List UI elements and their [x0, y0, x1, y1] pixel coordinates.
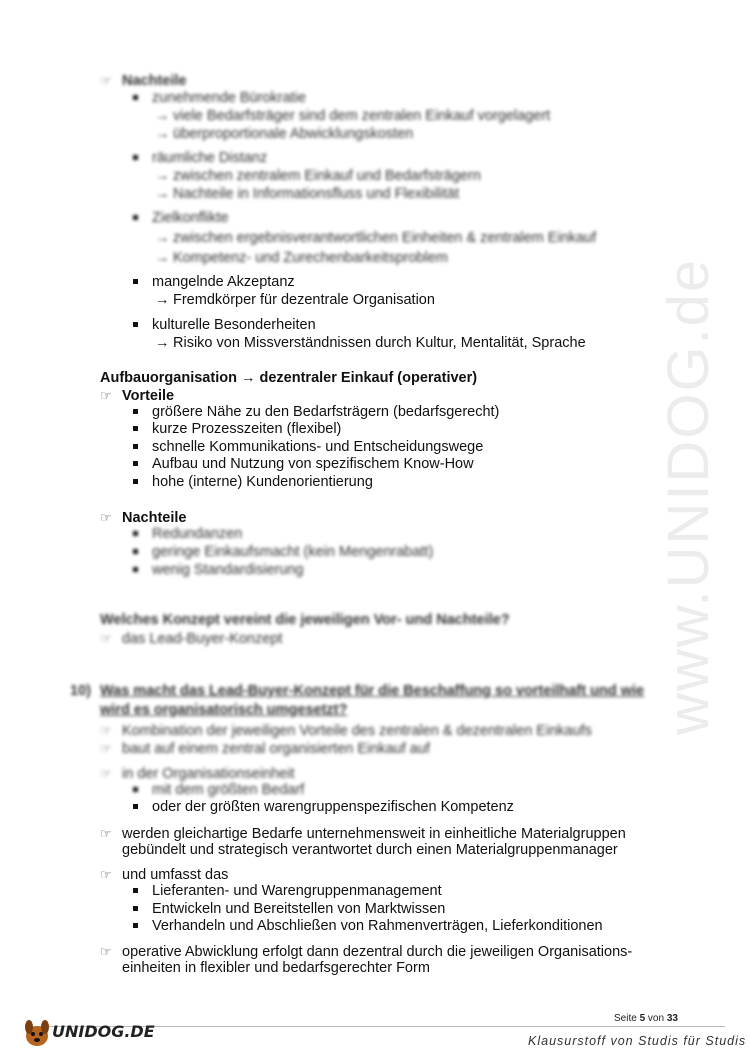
list-item: kurze Prozesszeiten (flexibel): [133, 421, 341, 438]
list-subitem: → Fremdkörper für dezentrale Organisation: [155, 292, 435, 308]
q10-answer: ☞ Kombination der jeweiligen Vorteile des zentralen & dezentralen Einkaufs: [100, 723, 592, 739]
question-10-line2: wird es organisatorisch umgesetzt?: [100, 702, 348, 718]
list-subitem: → viele Bedarfsträger sind dem zentralen Einkauf vorgelagert: [155, 108, 551, 124]
watermark: www.UNIDOG.de: [656, 257, 721, 735]
question-10: 10) Was macht das Lead-Buyer-Konzept für die Beschaffung so vorteilhaft und wie: [70, 683, 645, 699]
list-item: hohe (interne) Kundenorientierung: [133, 474, 373, 491]
list-item: mit dem größten Bedarf: [133, 782, 304, 799]
blurred-answer: ☞ das Lead-Buyer-Konzept: [100, 631, 283, 647]
paragraph-3: ☞ operative Abwicklung erfolgt dann dezentral durch die jeweiligen Organisations-: [100, 944, 633, 960]
page-number: Seite 5 von 33: [614, 1013, 678, 1024]
dog-icon: [22, 1016, 52, 1050]
footer-tagline: Klausurstoff von Studis für Studis: [528, 1034, 747, 1048]
nachteile-heading-top: ☞ Nachteile: [100, 73, 187, 89]
paragraph-3-line2: einheiten in flexibler und bedarfsgerechter Form: [122, 960, 430, 976]
list-item: Redundanzen: [133, 526, 242, 543]
blurred-question: Welches Konzept vereint die jeweiligen Vor- und Nachteile?: [100, 612, 510, 628]
list-item: größere Nähe zu den Bedarfsträgern (bedarfsgerecht): [133, 404, 499, 421]
list-subitem: → Risiko von Missverständnissen durch Kultur, Mentalität, Sprache: [155, 335, 586, 351]
hand-icon: ☞: [100, 944, 112, 959]
hand-icon: ☞: [100, 388, 112, 403]
paragraph-1: ☞ werden gleichartige Bedarfe unternehmensweit in einheitliche Materialgruppen: [100, 826, 626, 842]
list-item: Lieferanten- und Warengruppenmanagement: [133, 883, 442, 900]
list-item: geringe Einkaufsmacht (kein Mengenrabatt): [133, 544, 433, 561]
list-subitem: → zwischen ergebnisverantwortlichen Einheiten & zentralem Einkauf: [155, 230, 597, 246]
list-item: Aufbau und Nutzung von spezifischem Know-How: [133, 456, 474, 473]
q10-answer: ☞ in der Organisationseinheit: [100, 766, 295, 782]
list-subitem: → überproportionale Abwicklungskosten: [155, 126, 414, 142]
section-title: Aufbauorganisation → dezentraler Einkauf (operativer): [100, 370, 478, 386]
list-item: räumliche Distanz: [133, 150, 267, 167]
list-item-kultur: kulturelle Besonderheiten: [133, 317, 316, 334]
list-item: schnelle Kommunikations- und Entscheidungswege: [133, 439, 483, 456]
unidog-logo: UNIDOG.DE: [22, 1016, 152, 1052]
paragraph-2: ☞ und umfasst das: [100, 867, 229, 883]
list-item: wenig Standardisierung: [133, 562, 304, 579]
list-subitem: → Kompetenz- und Zurechenbarkeitsproblem: [155, 250, 448, 266]
list-item: Verhandeln und Abschließen von Rahmenverträgen, Lieferkonditionen: [133, 918, 603, 935]
list-item: zunehmende Bürokratie: [133, 90, 306, 107]
hand-icon: ☞: [100, 826, 112, 841]
list-subitem: → Nachteile in Informationsfluss und Flexibilität: [155, 186, 460, 202]
list-item: oder der größten warengruppenspezifischen Kompetenz: [133, 799, 514, 816]
list-item-akzeptanz: mangelnde Akzeptanz: [133, 274, 295, 291]
nachteile-heading: ☞ Nachteile: [100, 510, 187, 526]
q10-answer: ☞ baut auf einem zentral organisierten Einkauf auf: [100, 741, 430, 757]
vorteile-heading: ☞ Vorteile: [100, 388, 175, 404]
list-subitem: → zwischen zentralem Einkauf und Bedarfsträgern: [155, 168, 481, 184]
hand-icon: ☞: [100, 73, 112, 88]
list-item: Entwickeln und Bereitstellen von Marktwissen: [133, 901, 445, 918]
paragraph-1-line2: gebündelt und strategisch verantwortet durch einen Materialgruppenmanager: [122, 842, 618, 858]
hand-icon: ☞: [100, 867, 112, 882]
hand-icon: ☞: [100, 510, 112, 525]
list-item: Zielkonflikte: [133, 210, 229, 227]
